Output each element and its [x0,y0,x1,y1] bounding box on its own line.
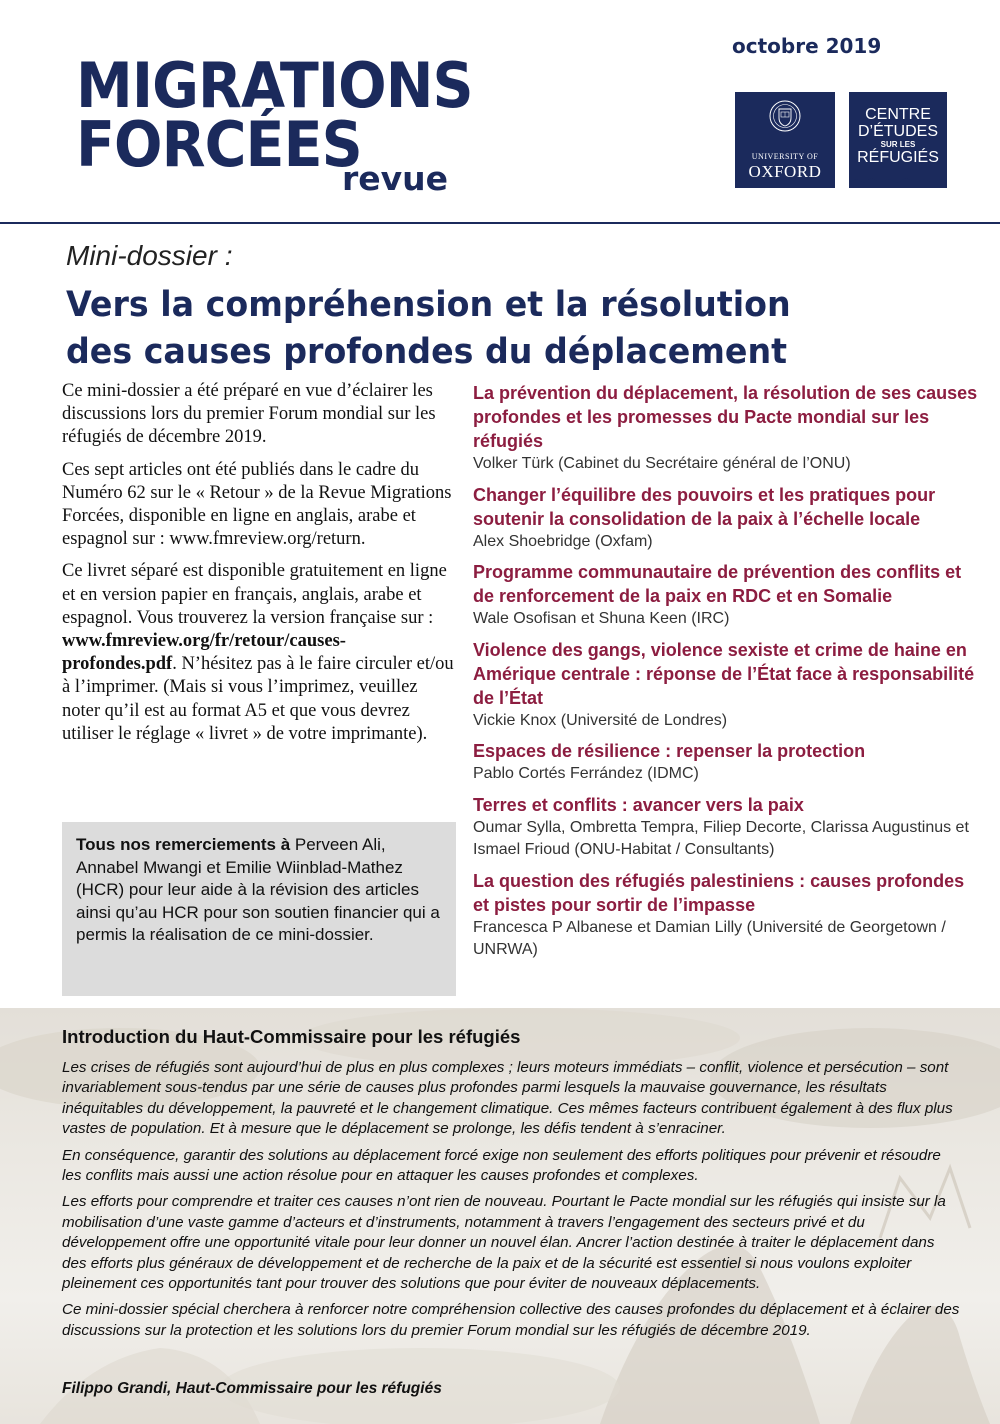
intro-paragraph-3-tail: . N’hésitez pas à le faire circuler et/ou à l’imprimer. (Mais si vous l’imprimez, veuillez noter qu’il est au format A5 et que vous devrez utiliser le réglage « livret » de votre imprimante). [62,654,454,744]
acknowledgements-box [62,822,456,996]
intro-paragraph-3 [62,560,458,746]
high-commissioner-introduction [62,1058,962,1347]
contents-item[interactable] [473,381,978,476]
torn-edge-graphic [849,174,947,188]
contents-list [473,381,978,969]
hc-paragraph: Les crises de réfugiés sont aujourd’hui de plus en plus complexes ; leurs moteurs immédiats – conflit, violence et persécution – sont invariablement sous-tendus par une série de causes plus profondes parmi lesquels la mauvaise gouvernance, les résultats inéquitables du développement, la pauvreté et le changement climatique. Ces mêmes facteurs contribuent également à des flux plus vastes de population. Et à mesure que le déplacement se prolonge, les défis tendent à s’enraciner. [62,1059,953,1138]
oxford-crest-icon [769,98,801,148]
article-title: Changer l’équilibre des pouvoirs et les pratiques pour soutenir la consolidation de la paix à l’échelle locale [473,484,936,529]
refugee-studies-centre-logo [849,92,947,188]
acknowledgements-lead: Tous nos remerciements à [76,835,291,854]
oxford-logo-line-1: UNIVERSITY OF [751,152,819,161]
article-author: Alex Shoebridge (Oxfam) [473,532,653,550]
magazine-title-line-2: FORCÉES [76,108,362,181]
article-title: Programme communautaire de prévention des conflits et de renforcement de la paix en RDC et en Somalie [473,562,962,606]
oxford-logo-line-2: OXFORD [748,162,822,181]
article-title: La question des réfugiés palestiniens : causes profondes et pistes pour sortir de l’impasse [473,870,965,915]
high-commissioner-heading: Introduction du Haut-Commissaire pour les réfugiés [62,1026,521,1047]
article-title: Espaces de résilience : repenser la protection [473,741,866,761]
hc-paragraph: Les efforts pour comprendre et traiter ces causes n’ont rien de nouveau. Pourtant le Pacte mondial sur les réfugiés qui insiste sur la mobilisation d’une vaste gamme d’acteurs et d’instruments, notamment à travers l’engagement des secteurs privé et du développement offre une opportunité vitale pour leur donner un nouvel élan. Ancrer l’action destinée à traiter le déplacement dans des efforts plus généraux de développement et de recherche de la paix et de la sécurité est essentiel si nous voulons exploiter pleinement ces opportunités tant pour trouver des solutions que pour éviter de nouveaux déplacements. [62,1193,946,1293]
article-title: La prévention du déplacement, la résolution de ses causes profondes et les promesses du Pacte mondial sur les réfugiés [473,383,978,451]
hc-paragraph: Ce mini-dossier spécial cherchera à renforcer notre compréhension collective des causes profondes du déplacement et à éclairer des discussions sur la protection et les solutions lors du premier Forum mondial sur les réfugiés de décembre 2019. [62,1301,960,1339]
hc-paragraph: En conséquence, garantir des solutions au déplacement forcé exige non seulement des efforts politiques pour prévenir et résoudre les conflits mais aussi une action résolue pour en attaquer les causes profondes et complexes. [62,1146,941,1185]
contents-item[interactable] [473,483,978,554]
header-divider [0,222,1000,224]
masthead [0,0,1000,222]
contents-item[interactable] [473,638,978,733]
intro-paragraph-1: Ce mini-dossier a été préparé en vue d’éclairer les discussions lors du premier Forum mondial sur les réfugiés de décembre 2019. [62,381,436,448]
intro-paragraph-2: Ces sept articles ont été publiés dans le cadre du Numéro 62 sur le « Retour » de la Revue Migrations Forcées, disponible en ligne en anglais, arabe et espagnol sur : www.fmreview.org/return. [62,459,452,550]
magazine-title-line-1: MIGRATIONS [76,49,473,122]
issue-date: octobre 2019 [732,34,882,58]
intro-paragraph-3-text: Ce livret séparé est disponible gratuitement en ligne et en version papier en français, anglais, arabe et espagnol. Vous trouverez la version française sur : [62,561,447,628]
dossier-kicker: Mini-dossier : [66,240,233,271]
signature: Filippo Grandi, Haut-Commissaire pour les réfugiés [62,1380,442,1397]
article-author: Pablo Cortés Ferrández (IDMC) [473,765,699,782]
article-author: Volker Türk (Cabinet du Secrétaire général de l’ONU) [473,455,851,472]
intro-column [62,380,458,755]
article-title: Violence des gangs, violence sexiste et crime de haine en Amérique centrale : réponse de l’État face à responsabilité de l’État [473,639,975,708]
rsc-logo-line-1: CENTRE [865,106,931,123]
acknowledgements-text: Perveen Ali, Annabel Mwangi et Emilie Wiinblad-Mathez (HCR) pour leur aide à la révision des articles ainsi qu’au HCR pour son soutien financier qui a permis la réalisation de ce mini-dossier. [76,835,440,945]
contents-item[interactable] [473,739,978,786]
article-title: Terres et conflits : avancer vers la paix [473,794,804,815]
article-author: Vickie Knox (Université de Londres) [473,711,728,729]
article-author: Oumar Sylla, Ombretta Tempra, Filiep Decorte, Clarissa Augustinus et Ismael Frioud (ONU-Habitat / Consultants) [473,818,969,858]
article-author: Wale Osofisan et Shuna Keen (IRC) [473,610,730,627]
magazine-title-line-3: revue [342,159,449,198]
contents-item[interactable] [473,560,978,631]
contents-item[interactable] [473,869,978,962]
rsc-logo-line-4: RÉFUGIÉS [857,149,939,166]
dossier-title-line-1: Vers la compréhension et la résolution [66,285,791,325]
article-author: Francesca P Albanese et Damian Lilly (Université de Georgetown / UNRWA) [473,918,946,958]
contents-item[interactable] [473,793,978,862]
oxford-university-logo [735,92,835,188]
rsc-logo-line-3: SUR LES [880,140,916,149]
dossier-title-line-2: des causes profondes du déplacement [66,332,788,372]
booklet-link[interactable]: www.fmreview.org/fr/retour/causes-profondes.pdf [62,631,346,675]
rsc-logo-line-2: D’ÉTUDES [857,123,938,140]
